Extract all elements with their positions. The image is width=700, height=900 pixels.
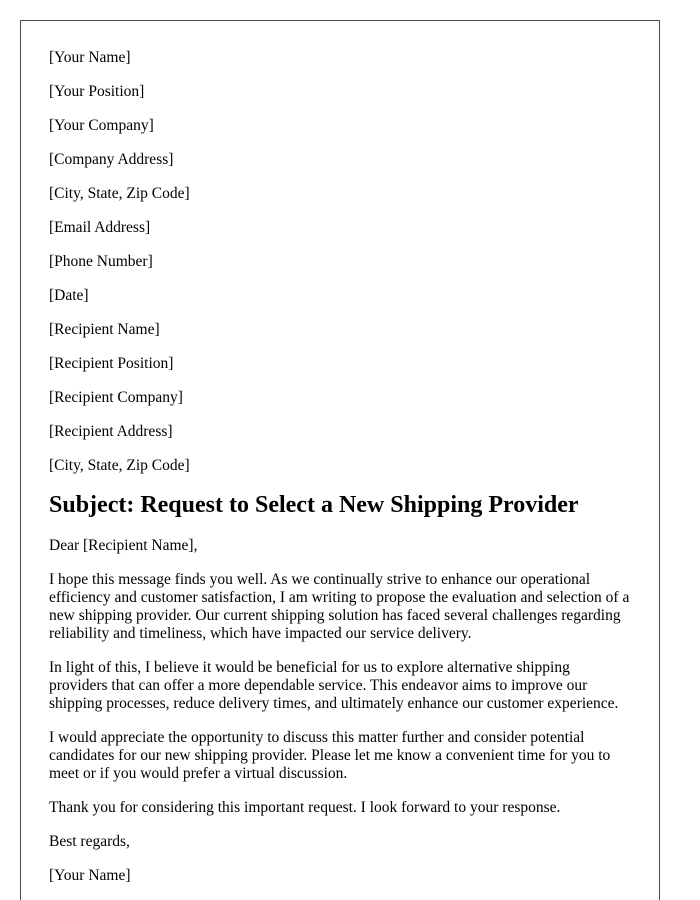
sender-position: [Your Position] xyxy=(49,83,145,100)
sender-company: [Your Company] xyxy=(49,117,154,134)
letter-date: [Date] xyxy=(49,287,89,304)
letter-page xyxy=(20,20,660,900)
body-paragraph-4: Thank you for considering this important request. I look forward to your response. xyxy=(49,799,561,816)
salutation: Dear [Recipient Name], xyxy=(49,537,198,554)
body-paragraph-3: I would appreciate the opportunity to discuss this matter further and consider potential candidates for our new shipping provider. Please let me know a convenient time for you to meet or if you would prefer a virtual discussion. xyxy=(49,729,611,782)
recipient-address: [Recipient Address] xyxy=(49,423,173,440)
sender-phone: [Phone Number] xyxy=(49,253,153,270)
body-paragraph-2: In light of this, I believe it would be beneficial for us to explore alternative shipping providers that can offer a more dependable service. This endeavor aims to improve our shipping processes, reduce delivery times, and ultimately enhance our customer experience. xyxy=(49,659,619,712)
sender-name: [Your Name] xyxy=(49,49,131,66)
signature-name: [Your Name] xyxy=(49,867,131,884)
subject-heading: Subject: Request to Select a New Shipping Provider xyxy=(49,492,579,518)
recipient-company: [Recipient Company] xyxy=(49,389,183,406)
closing: Best regards, xyxy=(49,833,130,850)
letter-content xyxy=(49,49,631,900)
sender-city-state-zip: [City, State, Zip Code] xyxy=(49,185,190,202)
recipient-city-state-zip: [City, State, Zip Code] xyxy=(49,457,190,474)
recipient-position: [Recipient Position] xyxy=(49,355,174,372)
body-paragraph-1: I hope this message finds you well. As we continually strive to enhance our operational efficiency and customer satisfaction, I am writing to propose the evaluation and selection of a new shipping provider. Our current shipping solution has faced several challenges regarding reliability and timeliness, which have impacted our service delivery. xyxy=(49,571,630,642)
sender-email: [Email Address] xyxy=(49,219,151,236)
sender-address: [Company Address] xyxy=(49,151,174,168)
recipient-name: [Recipient Name] xyxy=(49,321,160,338)
